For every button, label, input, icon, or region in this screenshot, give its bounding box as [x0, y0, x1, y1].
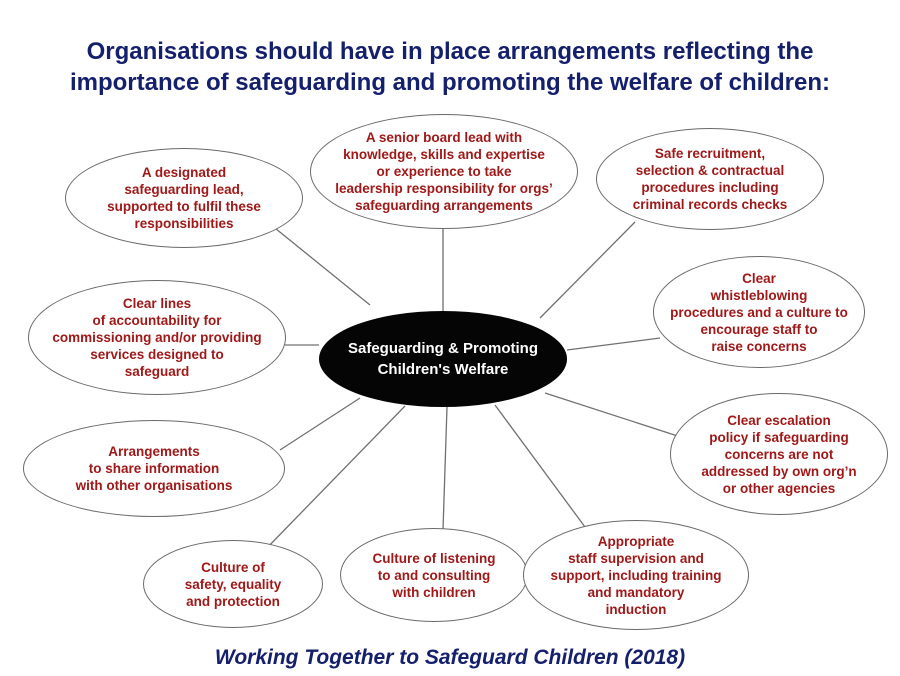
- node-text-line: procedures and a culture to: [670, 304, 848, 320]
- node-text-line: selection & contractual: [635, 163, 785, 178]
- node-culture-safety: [143, 540, 323, 628]
- node-text-line: Arrangements: [108, 444, 200, 459]
- hub-line-2: Children's Welfare: [377, 361, 509, 378]
- node-text-line: to share information: [88, 461, 220, 476]
- node-text-line: leadership responsibility for orgs’: [335, 181, 553, 196]
- node-text-line: procedures including: [641, 180, 779, 195]
- connector-escalation: [545, 393, 690, 440]
- node-text-line: Appropriate: [597, 533, 675, 549]
- footer-citation: Working Together to Safeguard Children (2018): [214, 646, 686, 669]
- title-line-2: importance of safeguarding and promoting the welfare of children:: [69, 69, 831, 96]
- node-text-line: encourage staff to: [700, 321, 818, 337]
- node-text-line: staff supervision and: [568, 550, 704, 566]
- connector-culture-safety: [262, 406, 405, 553]
- connector-safe-recruitment: [540, 222, 635, 318]
- hub-line-1: Safeguarding & Promoting: [347, 340, 538, 357]
- node-text-line: responsibilities: [134, 216, 234, 231]
- node-whistleblowing: [653, 256, 865, 368]
- node-culture-listening: [340, 528, 528, 622]
- node-text-line: Culture of: [201, 559, 265, 575]
- connector-share-information: [280, 398, 360, 450]
- node-text-line: A designated: [141, 165, 227, 180]
- node-text-line: services designed to: [90, 347, 224, 362]
- node-clear-lines: [28, 280, 286, 395]
- node-text-line: Culture of listening: [372, 550, 496, 566]
- node-text-line: safeguarding arrangements: [355, 198, 533, 213]
- node-text-line: to and consulting: [377, 567, 491, 583]
- node-share-information: [23, 420, 285, 517]
- node-text-line: Clear: [742, 270, 776, 286]
- node-text-line: support, including training: [550, 567, 722, 583]
- node-supervision: [523, 520, 749, 630]
- node-text-line: Safe recruitment,: [654, 146, 766, 161]
- node-text-line: safeguard: [124, 364, 190, 379]
- node-text-line: raise concerns: [711, 338, 807, 354]
- node-text-line: Clear lines: [122, 296, 192, 311]
- node-text-line: addressed by own org’n: [701, 463, 857, 479]
- connector-whistleblowing: [567, 338, 660, 350]
- connector-supervision: [495, 405, 585, 527]
- node-text-line: knowledge, skills and expertise: [343, 147, 545, 162]
- title-line-1: Organisations should have in place arrangements reflecting the: [86, 38, 814, 65]
- node-text-line: concerns are not: [724, 446, 834, 462]
- node-text-line: supported to fulfil these: [107, 199, 261, 214]
- central-hub: [319, 311, 567, 407]
- node-text-line: or other agencies: [722, 480, 836, 496]
- node-designated-lead: [65, 148, 303, 248]
- connector-culture-listening: [443, 407, 447, 530]
- node-safe-recruitment: [596, 128, 824, 230]
- node-text-line: criminal records checks: [632, 197, 788, 212]
- node-senior-board-lead: [310, 114, 578, 229]
- node-text-line: Clear escalation: [727, 412, 831, 428]
- node-text-line: with other organisations: [75, 478, 233, 493]
- node-text-line: whistleblowing: [710, 287, 808, 303]
- node-text-line: A senior board lead with: [365, 130, 523, 145]
- node-text-line: commissioning and/or providing: [52, 330, 262, 345]
- connector-designated-lead: [265, 220, 370, 305]
- node-text-line: policy if safeguarding: [709, 429, 849, 445]
- node-text-line: of accountability for: [92, 313, 222, 328]
- node-text-line: safety, equality: [184, 576, 282, 592]
- node-text-line: or experience to take: [376, 164, 512, 179]
- node-escalation: [670, 393, 888, 515]
- node-text-line: and mandatory: [587, 584, 685, 600]
- node-text-line: with children: [392, 584, 476, 600]
- node-text-line: and protection: [186, 593, 280, 609]
- node-text-line: induction: [605, 601, 667, 617]
- node-text-line: safeguarding lead,: [124, 182, 244, 197]
